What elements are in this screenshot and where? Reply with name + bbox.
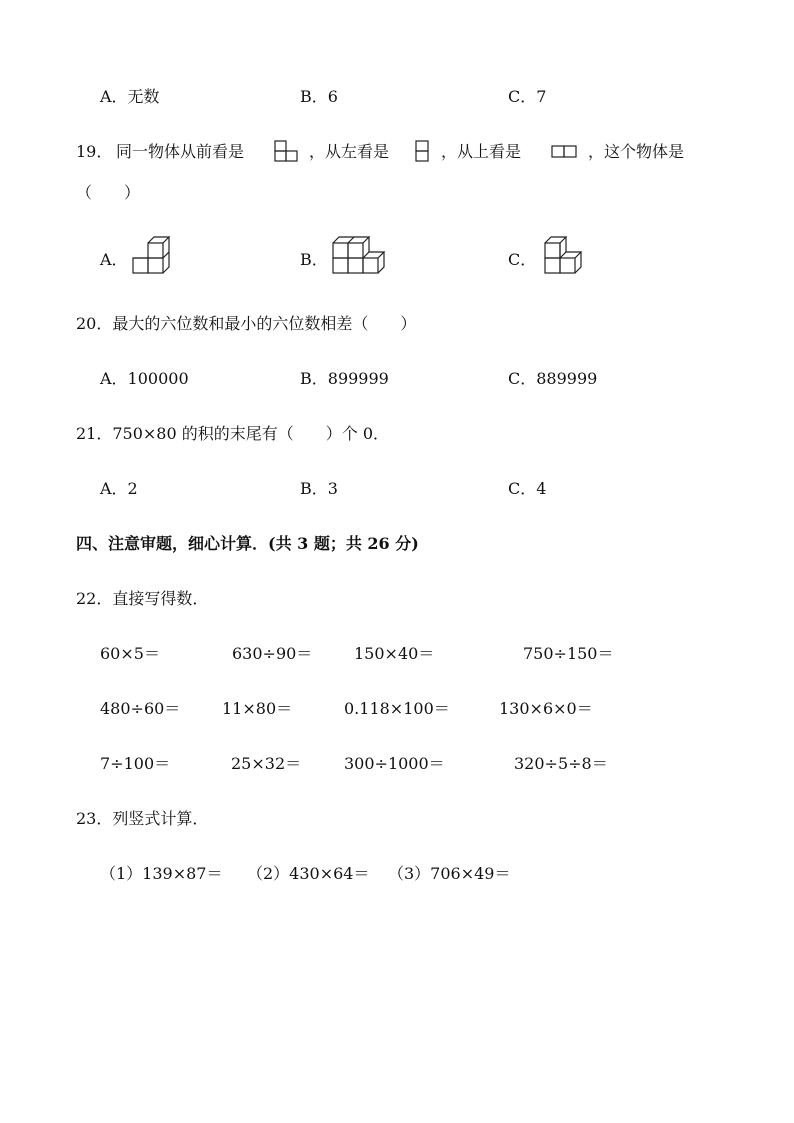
q19-number: 19． xyxy=(76,142,113,161)
q19-text-object: ，这个物体是 xyxy=(588,142,685,161)
q18-option-b: B．6 xyxy=(300,87,338,106)
q21-option-c: C．4 xyxy=(508,479,547,498)
q20-option-b: B．899999 xyxy=(300,369,389,388)
q22-expr: 0.118×100＝ xyxy=(344,699,450,718)
q22-expr: 320÷5÷8＝ xyxy=(514,754,608,773)
q22-expr: 25×32＝ xyxy=(231,754,302,773)
q22-question: 22．直接写得数． xyxy=(76,589,209,608)
q23-question: 23．列竖式计算． xyxy=(76,809,209,828)
q22-expr: 300÷1000＝ xyxy=(344,754,445,773)
cube-stack-a-icon xyxy=(130,232,182,282)
q22-expr: 11×80＝ xyxy=(222,699,293,718)
cube-stack-c-icon xyxy=(540,232,596,282)
q20-question: 20．最大的六位数和最小的六位数相差（ ） xyxy=(76,314,417,333)
q23-item: （2）430×64＝ xyxy=(247,864,370,883)
q21-question: 21．750×80 的积的末尾有（ ）个 0． xyxy=(76,424,390,443)
left-view-icon xyxy=(414,140,430,164)
cube-stack-b-icon xyxy=(330,232,392,282)
q23-item: （1）139×87＝ xyxy=(100,864,223,883)
q18-option-a: A．无数 xyxy=(100,87,160,106)
q18-option-c: C．7 xyxy=(508,87,547,106)
q19-option-c: C． xyxy=(508,250,537,269)
q22-expr: 60×5＝ xyxy=(100,644,160,663)
q22-expr: 630÷90＝ xyxy=(232,644,313,663)
q19-answer-blank: （ ） xyxy=(76,183,141,202)
q22-expr: 130×6×0＝ xyxy=(499,699,593,718)
q20-option-c: C．889999 xyxy=(508,369,598,388)
q23-item: （3）706×49＝ xyxy=(388,864,511,883)
q22-expr: 150×40＝ xyxy=(354,644,435,663)
front-view-icon xyxy=(274,140,298,164)
q21-option-a: A．2 xyxy=(100,479,138,498)
section-4-heading: 四、注意审题，细心计算．(共 3 题；共 26 分) xyxy=(76,534,419,553)
q19-text-top: ，从上看是 xyxy=(441,142,522,161)
q22-expr: 750÷150＝ xyxy=(523,644,614,663)
q21-option-b: B．3 xyxy=(300,479,338,498)
q22-expr: 7÷100＝ xyxy=(100,754,171,773)
top-view-icon xyxy=(550,145,578,159)
q20-option-a: A．100000 xyxy=(100,369,189,388)
q19-option-a: A． xyxy=(100,250,128,269)
q19-text-left: ，从左看是 xyxy=(309,142,390,161)
q22-expr: 480÷60＝ xyxy=(100,699,181,718)
q19-option-b: B． xyxy=(300,250,328,269)
q19-text-front: 同一物体从前看是 xyxy=(116,142,245,161)
